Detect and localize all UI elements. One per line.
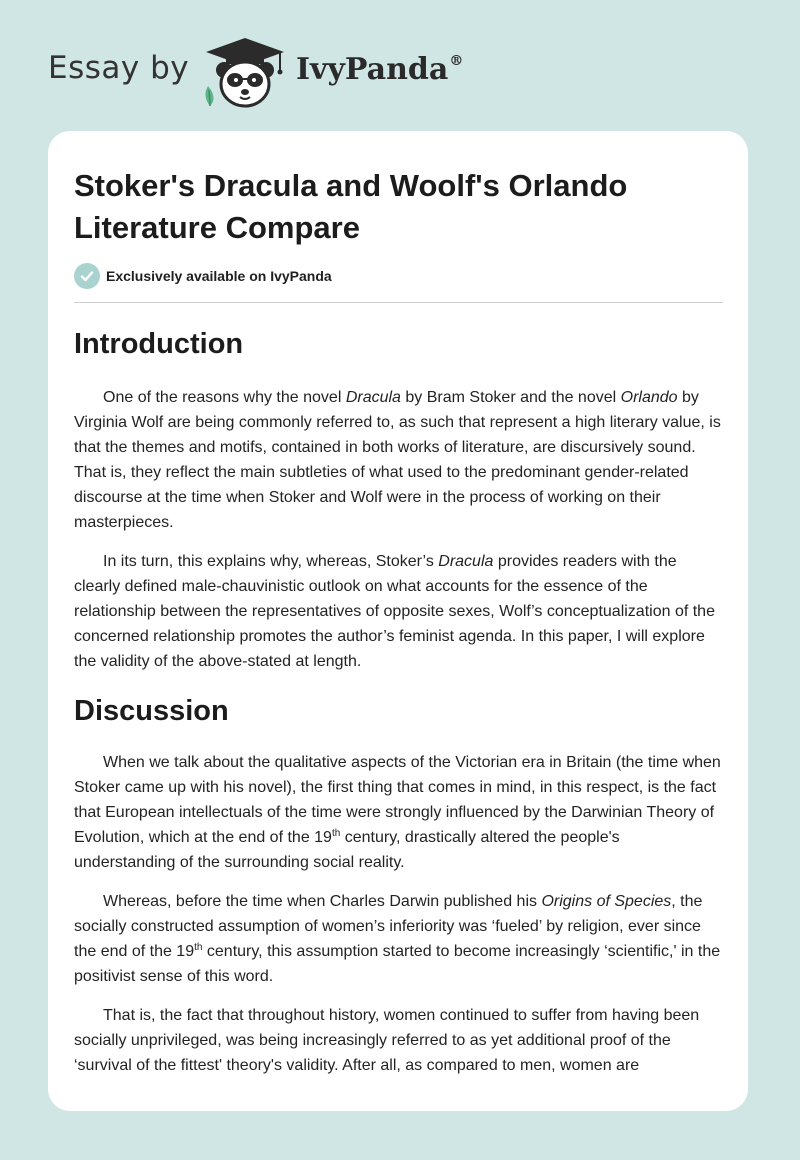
site-header <box>0 0 800 130</box>
exclusive-badge <box>74 263 332 289</box>
section-heading-discussion: Discussion <box>74 695 229 727</box>
panda-logo-icon[interactable] <box>200 36 290 110</box>
paragraph: One of the reasons why the novel Dracula by Bram Stoker and the novel Orlando by Virginia Wolf are being commonly referred to, as such that represent a high literary value, is that the themes and motifs, contained in both works of literature, are discursively sound. That is, they reflect the main subtleties of what used to the predominant gender-related discourse at the time when Stoker and Wolf were in the process of working on their masterpieces. <box>74 389 721 531</box>
essay-card <box>48 131 748 1111</box>
page-title: Stoker's Dracula and Woolf's Orlando Literature Compare <box>74 168 628 245</box>
paragraph: When we talk about the qualitative aspects of the Victorian era in Britain (the time when Stoker came up with his novel), the first thing that comes in mind, in this respect, is the fact that European intellectuals of the time were strongly influenced by the Darwinian Theory of Evolution, which at the end of the 19th century, drastically altered the people's understanding of the surrounding social reality. <box>74 754 721 871</box>
check-circle-icon <box>74 263 100 289</box>
paragraph: That is, the fact that throughout history, women continued to suffer from having been socially unprivileged, was being increasingly referred to as yet additional proof of the ‘survival of the fittest' theory's validity. After all, as compared to men, women are <box>74 1007 700 1074</box>
paragraph: In its turn, this explains why, whereas, Stoker’s Dracula provides readers with the clearly defined male-chauvinistic outlook on what accounts for the essence of the relationship between the representatives of opposite sexes, Wolf’s conceptualization of the concerned relationship promotes the author’s feminist agenda. In this paper, I will explore the validity of the above-stated at length. <box>74 553 715 670</box>
essay-by-label: Essay by <box>48 50 190 86</box>
essay-body <box>74 321 723 1078</box>
paragraph: Whereas, before the time when Charles Darwin published his Origins of Species, the socially constructed assumption of women’s inferiority was ‘fueled’ by religion, ever since the end of the 19th century, this assumption started to become increasingly ‘scientific,' in the positivist sense of this word. <box>74 893 721 985</box>
section-heading-introduction: Introduction <box>74 328 244 360</box>
divider <box>74 302 723 303</box>
brand-name[interactable]: IvyPanda® <box>296 52 464 87</box>
badge-text: Exclusively available on IvyPanda <box>106 268 332 284</box>
